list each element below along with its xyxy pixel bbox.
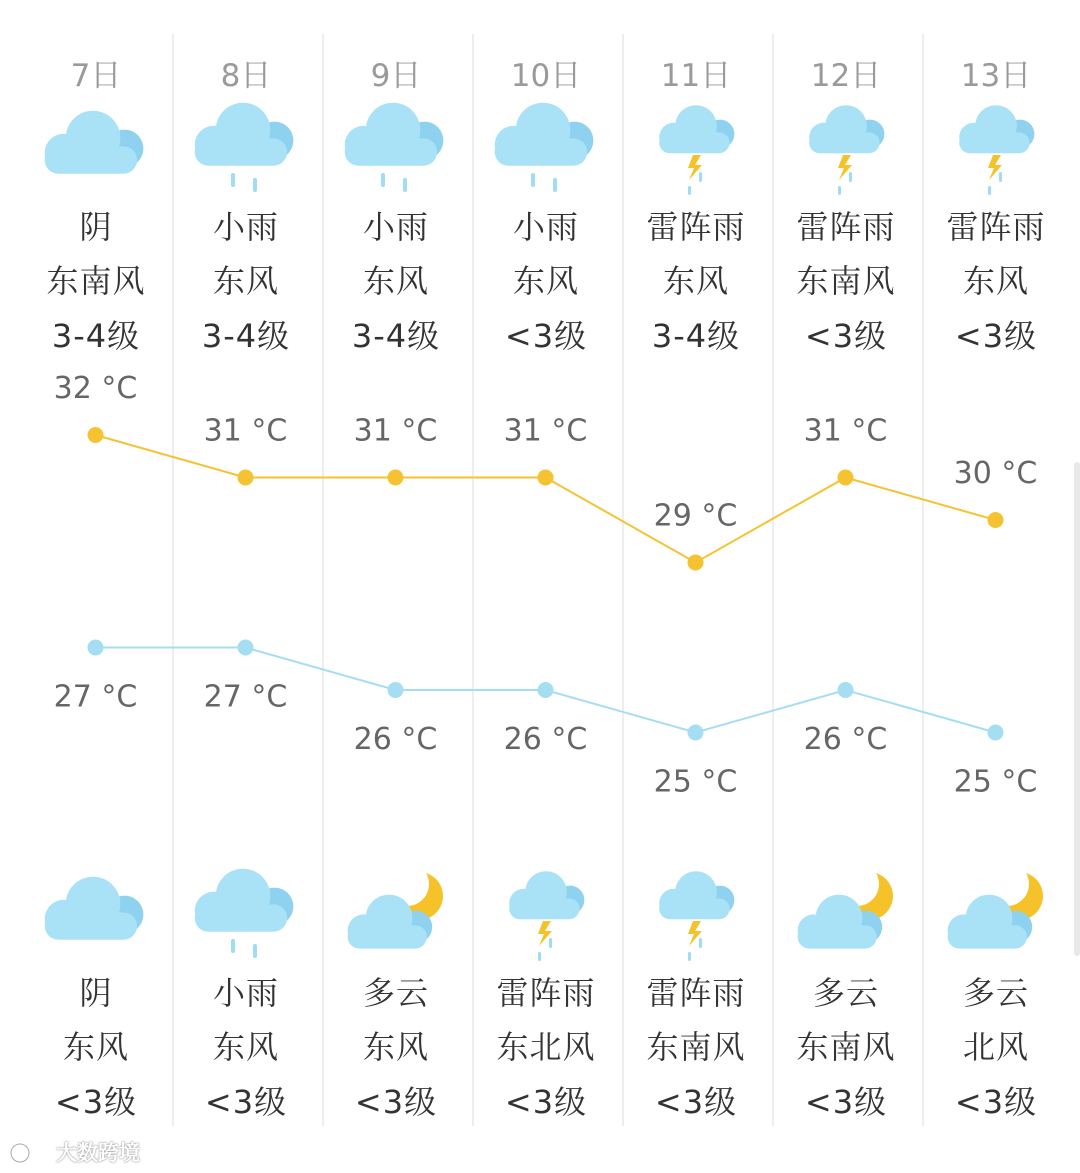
low-temp-point bbox=[538, 682, 554, 698]
date-label: 8日 bbox=[220, 58, 272, 94]
night-wind-label: 东风 bbox=[362, 1028, 429, 1066]
day-weather-label: 小雨 bbox=[362, 208, 429, 246]
day-wind-level-label: <3级 bbox=[804, 317, 888, 355]
low-temp-point bbox=[688, 725, 704, 741]
low-temp-label: 26 °C bbox=[803, 722, 888, 757]
scroll-edge bbox=[1074, 462, 1080, 956]
date-label: 7日 bbox=[70, 58, 122, 94]
low-temp-label: 27 °C bbox=[53, 679, 138, 715]
night-weather-label: 雷阵雨 bbox=[646, 974, 746, 1012]
high-temp-point bbox=[388, 470, 404, 486]
day-wind-label: 东南风 bbox=[796, 262, 896, 300]
night-wind-label: 北风 bbox=[962, 1028, 1029, 1066]
low-temp-point bbox=[838, 682, 854, 698]
day-wind-level-label: <3级 bbox=[504, 317, 588, 355]
night-weather-label: 雷阵雨 bbox=[496, 974, 596, 1012]
day-wind-label: 东风 bbox=[362, 262, 429, 300]
day-weather-label: 雷阵雨 bbox=[796, 208, 896, 246]
night-wind-label: 东南风 bbox=[646, 1028, 746, 1066]
night-wind-label: 东北风 bbox=[496, 1028, 596, 1066]
date-label: 9日 bbox=[370, 58, 422, 94]
day-wind-level-label: 3-4级 bbox=[351, 317, 441, 355]
night-weather-label: 多云 bbox=[962, 974, 1029, 1012]
high-temp-line bbox=[96, 435, 996, 563]
night-wind-level-label: <3级 bbox=[504, 1083, 588, 1121]
high-temp-point bbox=[988, 512, 1004, 528]
day-weather-label: 阴 bbox=[79, 208, 113, 246]
high-temp-point bbox=[688, 555, 704, 571]
high-temp-label: 32 °C bbox=[53, 371, 138, 406]
day-wind-label: 东风 bbox=[662, 262, 729, 300]
night-weather-label: 小雨 bbox=[212, 974, 279, 1012]
day-wind-level-label: 3-4级 bbox=[651, 317, 741, 355]
night-wind-level-label: <3级 bbox=[804, 1083, 888, 1121]
day-wind-label: 东风 bbox=[212, 262, 279, 300]
date-label: 12日 bbox=[810, 58, 882, 94]
high-temp-label: 29 °C bbox=[653, 498, 738, 534]
low-temp-label: 26 °C bbox=[503, 722, 588, 757]
watermark bbox=[8, 1135, 148, 1169]
night-wind-level-label: <3级 bbox=[54, 1083, 138, 1121]
high-temp-label: 31 °C bbox=[203, 413, 288, 449]
high-temp-point bbox=[838, 470, 854, 486]
night-weather-label: 多云 bbox=[812, 974, 879, 1012]
low-temp-label: 26 °C bbox=[353, 722, 438, 757]
day-weather-label: 雷阵雨 bbox=[646, 208, 746, 246]
high-temp-label: 31 °C bbox=[803, 413, 888, 449]
date-label: 11日 bbox=[660, 58, 732, 94]
day-wind-label: 东风 bbox=[512, 262, 579, 300]
night-wind-level-label: <3级 bbox=[354, 1083, 438, 1121]
low-temp-point bbox=[388, 682, 404, 698]
low-temp-point bbox=[988, 725, 1004, 741]
high-temp-label: 31 °C bbox=[353, 413, 438, 449]
date-label: 13日 bbox=[960, 58, 1032, 94]
day-weather-label: 小雨 bbox=[212, 208, 279, 246]
low-temp-point bbox=[238, 640, 254, 656]
night-wind-level-label: <3级 bbox=[204, 1083, 288, 1121]
watermark-text: 大数跨境 bbox=[56, 1141, 140, 1165]
day-wind-label: 东南风 bbox=[46, 262, 146, 300]
night-wind-label: 东风 bbox=[212, 1028, 279, 1066]
night-wind-level-label: <3级 bbox=[954, 1083, 1038, 1121]
high-temp-label: 30 °C bbox=[953, 456, 1038, 491]
night-wind-label: 东南风 bbox=[796, 1028, 896, 1066]
day-weather-label: 雷阵雨 bbox=[946, 208, 1046, 246]
low-temp-label: 25 °C bbox=[653, 764, 738, 800]
low-temp-label: 25 °C bbox=[953, 764, 1038, 800]
night-weather-label: 多云 bbox=[362, 974, 429, 1012]
high-temp-point bbox=[88, 427, 104, 443]
high-temp-point bbox=[238, 470, 254, 486]
day-weather-label: 小雨 bbox=[512, 208, 579, 246]
high-temp-label: 31 °C bbox=[503, 413, 588, 449]
day-wind-label: 东风 bbox=[962, 262, 1029, 300]
day-wind-level-label: 3-4级 bbox=[51, 317, 141, 355]
low-temp-point bbox=[88, 640, 104, 656]
night-wind-level-label: <3级 bbox=[654, 1083, 738, 1121]
low-temp-label: 27 °C bbox=[203, 679, 288, 715]
watermark-logo-icon bbox=[8, 1137, 52, 1167]
high-temp-point bbox=[538, 470, 554, 486]
date-label: 10日 bbox=[510, 58, 582, 94]
day-wind-level-label: <3级 bbox=[954, 317, 1038, 355]
day-wind-level-label: 3-4级 bbox=[201, 317, 291, 355]
night-wind-label: 东风 bbox=[62, 1028, 129, 1066]
night-weather-label: 阴 bbox=[79, 974, 113, 1012]
